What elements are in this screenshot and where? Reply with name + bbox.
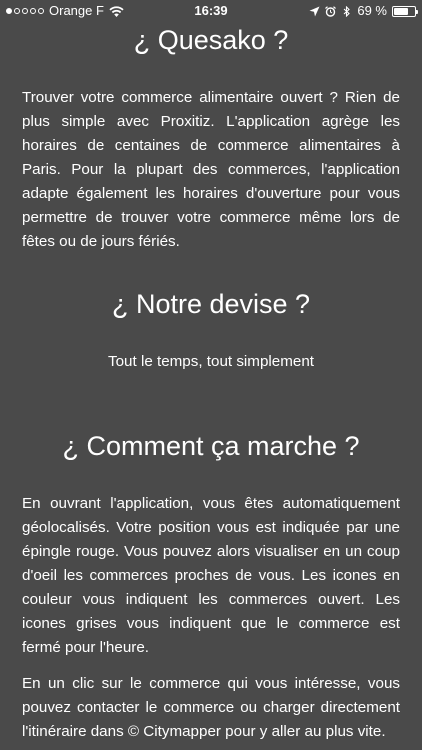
devise-text: Tout le temps, tout simplement xyxy=(108,353,314,370)
bluetooth-icon xyxy=(341,6,352,17)
alarm-clock-icon xyxy=(325,6,336,17)
location-arrow-icon xyxy=(309,6,320,17)
status-bar xyxy=(0,0,422,22)
carrier-name: Orange F xyxy=(49,3,104,18)
battery-percent: 69 % xyxy=(357,3,387,18)
quesako-text: Trouver votre commerce alimentaire ouvert ? Rien de plus simple avec Proxitiz. L'application agrège les horaires de centaines de commerce alimentaires à Paris. Pour la plupart des commerces, l'application adapte également les horaires d'ouverture pour vous permettre de trouver votre commerce même lors de fêtes ou de jours fériés. xyxy=(22,89,400,250)
how-it-works-title: ¿ Comment ça marche ? xyxy=(62,431,360,461)
how-it-works-text-1: En ouvrant l'application, vous êtes automatiquement géolocalisés. Votre position vous est indiquée par une épingle rouge. Vous pouvez alors visualiser en un coup d'oeil les commerces proches de vous. Les icones en couleur vous indiquent les commerces ouvert. Les icones grises vous indiquent que le commerce est fermé pour l'heure. xyxy=(22,495,400,656)
quesako-title: ¿ Quesako ? xyxy=(133,25,289,55)
status-time: 16:39 xyxy=(194,3,228,18)
status-right xyxy=(309,0,416,22)
devise-title: ¿ Notre devise ? xyxy=(111,289,311,319)
battery-level xyxy=(394,8,408,15)
how-it-works-text-2: En un clic sur le commerce qui vous intéresse, vous pouvez contacter le commerce ou charger directement l'itinéraire dans © Citymapper pour y aller au plus vite. xyxy=(22,675,400,740)
battery-icon xyxy=(392,6,416,17)
